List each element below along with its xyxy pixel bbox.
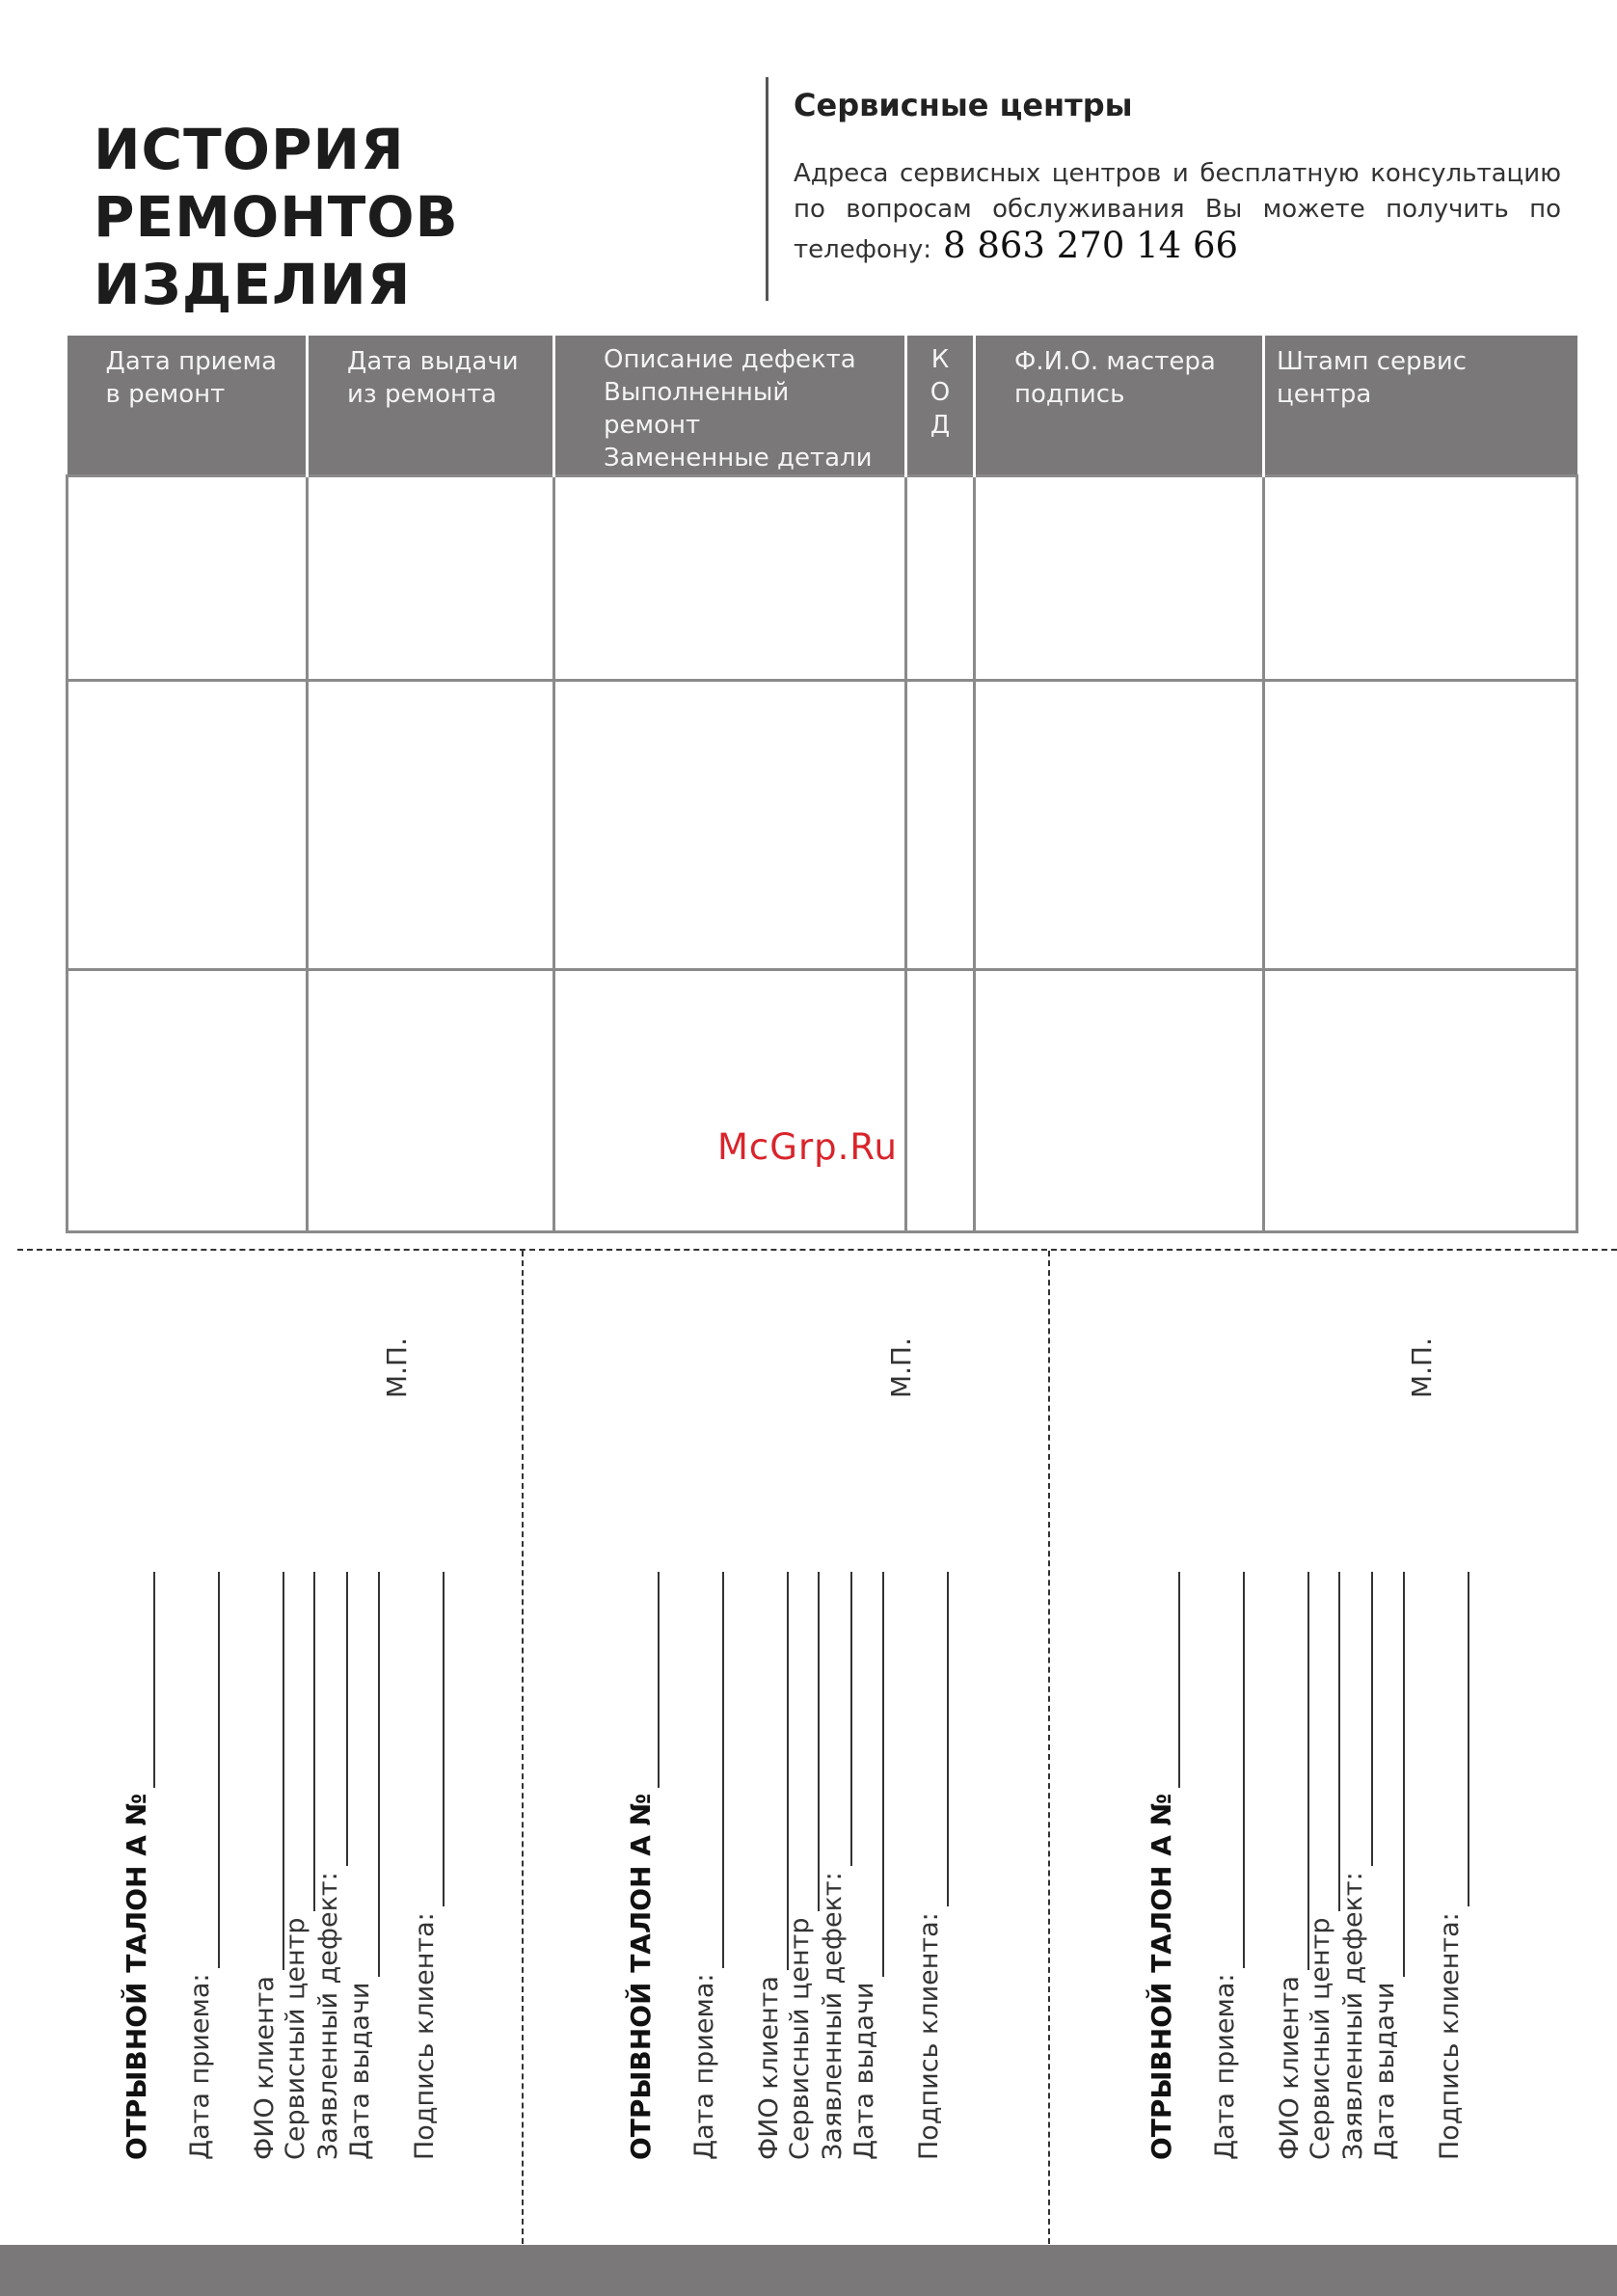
table-row bbox=[67, 681, 1577, 970]
fill-in-line bbox=[722, 1572, 724, 1968]
coupon-field-label: Подпись клиента: bbox=[410, 1912, 440, 2160]
column-header-issued-date: Дата выдачи из ремонта bbox=[308, 336, 554, 476]
stamp-place-text: М.П. bbox=[885, 1337, 917, 1398]
column-header-defect-description: Описание дефекта Выполненный ремонт Замененные детали bbox=[554, 336, 906, 476]
coupon-field-label: ФИО клиента bbox=[250, 1976, 280, 2160]
table-cell[interactable] bbox=[1264, 681, 1577, 970]
stamp-place-label bbox=[381, 1331, 419, 1398]
coupon-title: ОТРЫВНОЙ ТАЛОН А № bbox=[625, 1793, 657, 2160]
watermark: McGrp.Ru bbox=[717, 1126, 898, 1168]
fill-in-line bbox=[1243, 1572, 1245, 1968]
table-row bbox=[67, 476, 1577, 681]
service-phone: 8 863 270 14 66 bbox=[943, 225, 1239, 266]
coupon-fields bbox=[1145, 1572, 1570, 2160]
fill-in-line bbox=[658, 1572, 660, 1788]
tear-line-horizontal bbox=[17, 1249, 1617, 1251]
coupon-field-label: Заявленный дефект: bbox=[313, 1872, 343, 2160]
table-cell[interactable] bbox=[308, 476, 554, 681]
table-cell[interactable] bbox=[308, 681, 554, 970]
coupon-number-field[interactable] bbox=[121, 1572, 159, 2160]
fill-in-line bbox=[378, 1572, 380, 1977]
table-cell[interactable] bbox=[975, 970, 1264, 1232]
coupon-field-label: ФИО клиента bbox=[754, 1976, 784, 2160]
coupon-field-label: Подпись клиента: bbox=[914, 1912, 944, 2160]
coupon-field-label: ФИО клиента bbox=[1275, 1976, 1305, 2160]
table-cell[interactable] bbox=[1264, 476, 1577, 681]
coupon-field-label: Заявленный дефект: bbox=[818, 1872, 848, 2160]
bottom-bar bbox=[0, 2245, 1617, 2296]
coupon-field[interactable] bbox=[345, 1572, 384, 2160]
service-centers-description: Адреса сервисных центров и бесплатную консультацию по вопросам обслуживания Вы можете получить по телефону: bbox=[794, 159, 1561, 264]
fill-in-line bbox=[947, 1572, 949, 1906]
stamp-place-label bbox=[885, 1331, 924, 1398]
table-cell[interactable] bbox=[67, 476, 308, 681]
table-cell[interactable] bbox=[554, 970, 906, 1232]
table-cell[interactable] bbox=[975, 476, 1264, 681]
page-title-line1: ИСТОРИЯ РЕМОНТОВ bbox=[94, 117, 459, 250]
coupon-field-label: Дата приема: bbox=[1210, 1973, 1240, 2160]
coupon-field-label: Дата приема: bbox=[689, 1973, 719, 2160]
column-header-received-date: Дата приема в ремонт bbox=[67, 336, 308, 476]
table-cell[interactable] bbox=[906, 970, 975, 1232]
table-cell[interactable] bbox=[554, 681, 906, 970]
column-header-stamp: Штамп сервис центра bbox=[1264, 336, 1577, 476]
page-title-line2: ИЗДЕЛИЯ bbox=[94, 252, 412, 317]
table-cell[interactable] bbox=[67, 681, 308, 970]
coupon-field[interactable] bbox=[1435, 1572, 1473, 2160]
coupon-field[interactable] bbox=[410, 1572, 448, 2160]
table-cell[interactable] bbox=[67, 970, 308, 1232]
table-cell[interactable] bbox=[308, 970, 554, 1232]
table-cell[interactable] bbox=[906, 476, 975, 681]
fill-in-line bbox=[153, 1572, 155, 1788]
table-cell[interactable] bbox=[554, 476, 906, 681]
coupon-field-label: Дата приема: bbox=[185, 1973, 215, 2160]
coupon-field[interactable] bbox=[689, 1572, 728, 2160]
table-header-row bbox=[67, 336, 1577, 476]
stamp-place-label bbox=[1406, 1331, 1444, 1398]
coupon-title: ОТРЫВНОЙ ТАЛОН А № bbox=[1145, 1793, 1177, 2160]
page-title bbox=[94, 116, 749, 318]
fill-in-line bbox=[443, 1572, 445, 1906]
coupon-field-label: Сервисный центр bbox=[281, 1917, 310, 2160]
repair-history-table bbox=[66, 336, 1578, 1233]
coupon-fields bbox=[121, 1572, 545, 2160]
stamp-place-text: М.П. bbox=[1406, 1337, 1438, 1398]
column-header-master-name: Ф.И.О. мастера подпись bbox=[975, 336, 1264, 476]
service-centers-heading: Сервисные центры bbox=[794, 87, 1133, 123]
coupon-field[interactable] bbox=[914, 1572, 953, 2160]
fill-in-line bbox=[218, 1572, 220, 1968]
coupon-field-label: Сервисный центр bbox=[785, 1917, 815, 2160]
coupon-title: ОТРЫВНОЙ ТАЛОН А № bbox=[121, 1793, 152, 2160]
coupon-field-label: Заявленный дефект: bbox=[1338, 1872, 1368, 2160]
coupon-field[interactable] bbox=[185, 1572, 224, 2160]
stamp-place-text: М.П. bbox=[381, 1337, 413, 1398]
coupon-field-label: Дата выдачи bbox=[1370, 1982, 1400, 2160]
column-header-code: К О Д bbox=[906, 336, 975, 476]
header-divider bbox=[766, 77, 768, 301]
fill-in-line bbox=[882, 1572, 884, 1977]
coupon-field[interactable] bbox=[1210, 1572, 1249, 2160]
table-cell[interactable] bbox=[906, 681, 975, 970]
coupon-field[interactable] bbox=[849, 1572, 888, 2160]
fill-in-line bbox=[1468, 1572, 1469, 1906]
table-cell[interactable] bbox=[1264, 970, 1577, 1232]
coupon-field-label: Дата выдачи bbox=[849, 1982, 879, 2160]
table-cell[interactable] bbox=[975, 681, 1264, 970]
coupon-fields bbox=[625, 1572, 1049, 2160]
service-centers-text bbox=[794, 156, 1561, 268]
coupon-field-label: Дата выдачи bbox=[345, 1982, 375, 2160]
fill-in-line bbox=[1178, 1572, 1180, 1788]
table-row bbox=[67, 970, 1577, 1232]
coupon-field-label: Подпись клиента: bbox=[1435, 1912, 1465, 2160]
coupon-field-label: Сервисный центр bbox=[1306, 1917, 1335, 2160]
coupon-field[interactable] bbox=[1370, 1572, 1409, 2160]
coupon-number-field[interactable] bbox=[1145, 1572, 1184, 2160]
coupon-number-field[interactable] bbox=[625, 1572, 663, 2160]
fill-in-line bbox=[1403, 1572, 1405, 1977]
